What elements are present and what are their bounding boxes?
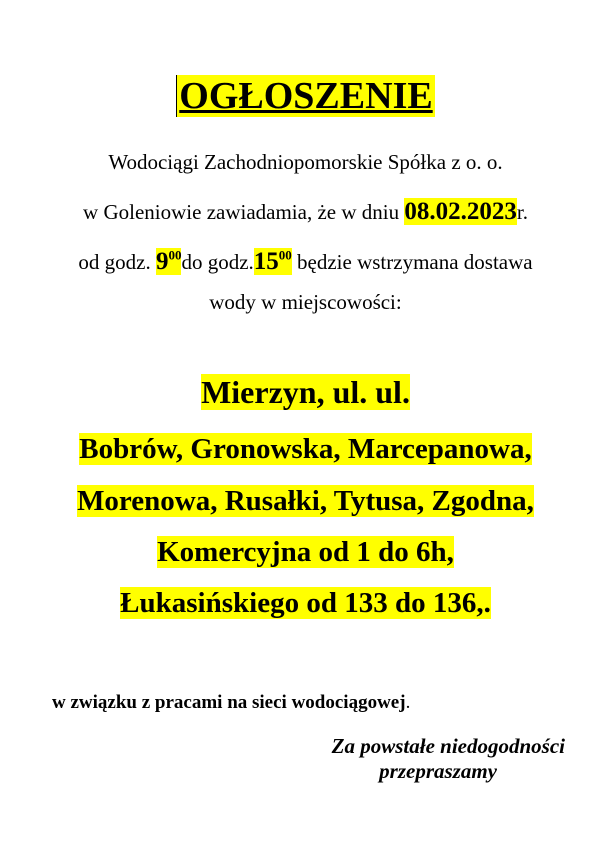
location-line: Morenowa, Rusałki, Tytusa, Zgodna, (77, 485, 534, 517)
location-line: Mierzyn, ul. ul. (201, 374, 410, 410)
start-hour: $9^{00}$ (155, 247, 182, 275)
end-hour: $15^{00}$ (253, 247, 292, 275)
location-intro-line: wody w miejscowości: (209, 290, 402, 314)
announcement-title: OGŁOSZENIE (0, 76, 611, 118)
location-line: Komercyjna od 1 do 6h, (157, 536, 454, 568)
outage-date: 08.02.2023 (404, 198, 517, 225)
location-line: Łukasińskiego od 133 do 136,. (120, 587, 491, 619)
reason-line: w związku z pracami na sieci wodociągowej. (52, 692, 411, 713)
company-line: Wodociągi Zachodniopomorskie Spółka z o. o. (108, 150, 503, 174)
location-line: Bobrów, Gronowska, Marcepanowa, (79, 433, 532, 465)
apology-block: Za powstałe niedogodności przepraszamy (331, 734, 565, 784)
outage-hours-line: od godz. $9^{00}do$ $godz.15^{00}$ będzie wstrzymana dostawa (78, 247, 533, 275)
notice-date-line: w Goleniowie zawiadamia, że w dniu 08.02.2023r. (83, 198, 528, 225)
